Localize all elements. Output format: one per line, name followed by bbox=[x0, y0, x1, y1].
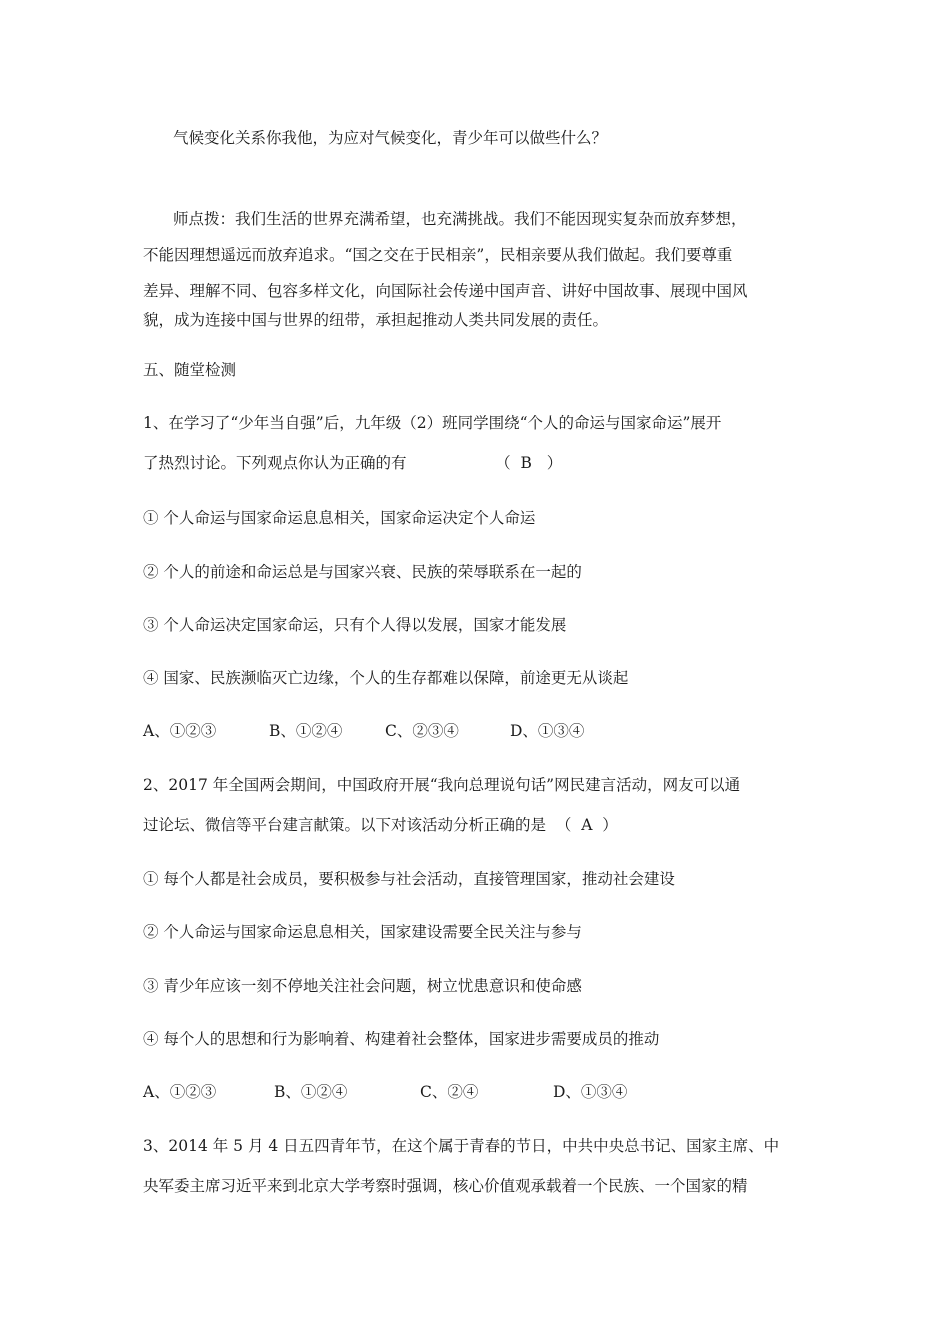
question-1-stem-line-2: 了热烈讨论。下列观点你认为正确的有 （ B ） bbox=[143, 454, 563, 472]
teacher-line-1: 师点拨：我们生活的世界充满希望，也充满挑战。我们不能因现实复杂而放弃梦想， bbox=[173, 210, 747, 228]
question-2-stem-line-2: 过论坛、微信等平台建言献策。以下对该活动分析正确的是 （ A ） bbox=[143, 816, 618, 834]
question-2-option-c: C、②④ bbox=[420, 1083, 479, 1101]
teacher-line-4: 貌，成为连接中国与世界的纽带，承担起推动人类共同发展的责任。 bbox=[143, 311, 609, 329]
paragraph-climate-question: 气候变化关系你我他，为应对气候变化，青少年可以做些什么？ bbox=[173, 129, 608, 147]
question-2-statement-3: ③ 青少年应该一刻不停地关注社会问题，树立忧患意识和使命感 bbox=[143, 977, 582, 995]
question-2-option-b: B、①②④ bbox=[274, 1083, 348, 1101]
question-1-statement-1: ① 个人命运与国家命运息息相关，国家命运决定个人命运 bbox=[143, 509, 536, 527]
question-2-statement-2: ② 个人命运与国家命运息息相关，国家建设需要全民关注与参与 bbox=[143, 923, 582, 941]
question-2-option-a: A、①②③ bbox=[143, 1083, 217, 1101]
question-2-statement-1: ① 每个人都是社会成员，要积极参与社会活动，直接管理国家，推动社会建设 bbox=[143, 870, 675, 888]
question-1-option-c: C、②③④ bbox=[385, 722, 459, 740]
question-1-statement-3: ③ 个人命运决定国家命运，只有个人得以发展，国家才能发展 bbox=[143, 616, 567, 634]
question-2-option-d: D、①③④ bbox=[553, 1083, 628, 1101]
teacher-line-3: 差异、理解不同、包容多样文化，向国际社会传递中国声音、讲好中国故事、展现中国风 bbox=[143, 282, 748, 300]
question-1-option-b: B、①②④ bbox=[269, 722, 343, 740]
question-1-stem-line-1: 1、在学习了“少年当自强”后，九年级（2）班同学围绕“个人的命运与国家命运”展开 bbox=[143, 414, 722, 432]
question-1-option-d: D、①③④ bbox=[510, 722, 585, 740]
question-1-option-a: A、①②③ bbox=[143, 722, 217, 740]
section-title: 五、随堂检测 bbox=[143, 361, 237, 379]
question-3-stem-line-2: 央军委主席习近平来到北京大学考察时强调，核心价值观承载着一个民族、一个国家的精 bbox=[143, 1177, 748, 1195]
question-3-stem-line-1: 3、2014 年 5 月 4 日五四青年节，在这个属于青春的节日，中共中央总书记、国家主席、中 bbox=[143, 1137, 780, 1155]
question-2-stem-line-1: 2、2017 年全国两会期间，中国政府开展“我向总理说句话”网民建言活动，网友可以通 bbox=[143, 776, 741, 794]
question-2-statement-4: ④ 每个人的思想和行为影响着、构建着社会整体，国家进步需要成员的推动 bbox=[143, 1030, 660, 1048]
question-1-statement-4: ④ 国家、民族濒临灭亡边缘，个人的生存都难以保障，前途更无从谈起 bbox=[143, 669, 629, 687]
question-1-statement-2: ② 个人的前途和命运总是与国家兴衰、民族的荣辱联系在一起的 bbox=[143, 563, 582, 581]
teacher-line-2: 不能因理想遥远而放弃追求。“国之交在于民相亲”，民相亲要从我们做起。我们要尊重 bbox=[143, 246, 733, 264]
